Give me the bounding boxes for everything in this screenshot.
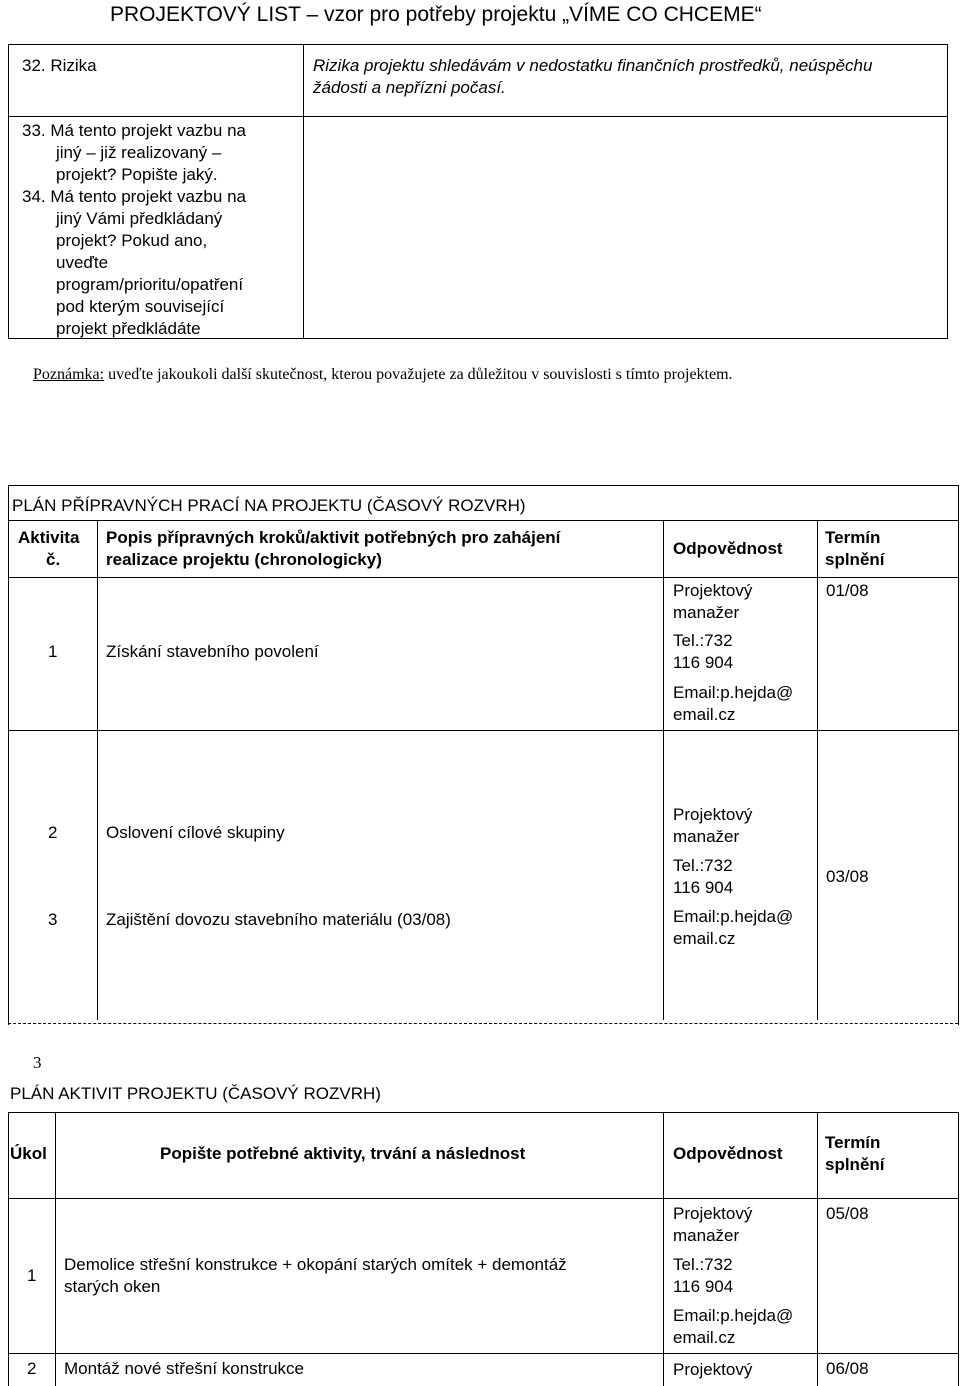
prep-row-1-resp: email.cz: [673, 705, 736, 724]
q33-line: 33. Má tento projekt vazbu na: [22, 121, 246, 140]
act-row-1-resp: Email:p.hejda@: [673, 1306, 794, 1325]
prep-row-2-desc: Oslovení cílové skupiny: [106, 823, 285, 842]
act-row-1-resp: 116 904: [673, 1277, 734, 1296]
act-row-2-resp: Projektový: [673, 1360, 753, 1379]
prep-row-1-resp: Tel.:732: [673, 631, 733, 650]
act-row-1-desc: Demolice střešní konstrukce + okopání starých omítek + demontáž: [64, 1255, 567, 1274]
activity-plan-title: PLÁN AKTIVIT PROJEKTU (ČASOVÝ ROZVRH): [10, 1084, 381, 1103]
q33-line: jiný – již realizovaný –: [56, 143, 222, 162]
act-header-deadline: Termín: [825, 1133, 881, 1152]
q34-line: uveďte: [56, 253, 109, 272]
q34-line: jiný Vámi předkládaný: [56, 209, 223, 228]
page-number: 3: [33, 1053, 42, 1072]
prep-header-description: Popis přípravných kroků/aktivit potřebných pro zahájení: [106, 528, 561, 547]
act-row-2-desc: Montáž nové střešní konstrukce: [64, 1359, 305, 1378]
act-header-description: Popište potřebné aktivity, trvání a následnost: [160, 1144, 526, 1163]
q32-answer-line-2: žádosti a nepřízni počasí.: [313, 78, 506, 97]
q32-answer-line-1: Rizika projektu shledávám v nedostatku finančních prostředků, neúspěchu: [313, 56, 873, 75]
prep-row-2-resp: Email:p.hejda@: [673, 907, 794, 926]
prep-row-3-num: 3: [48, 910, 58, 929]
act-row-1-resp: manažer: [673, 1226, 740, 1245]
act-row-1-desc-2: starých oken: [64, 1277, 161, 1296]
prep-row-2-resp: Projektový: [673, 805, 753, 824]
q33-line: projekt? Popište jaký.: [56, 165, 218, 184]
prep-row-2-resp: Tel.:732: [673, 856, 733, 875]
prep-row-2-resp: email.cz: [673, 929, 736, 948]
prep-header-activity-no: č.: [46, 550, 61, 569]
prep-row-1-resp: manažer: [673, 603, 740, 622]
act-row-1-resp: Tel.:732: [673, 1255, 733, 1274]
prep-row-1-num: 1: [48, 642, 58, 661]
q34-line: pod kterým související: [56, 297, 225, 316]
prep-row-1-resp: Projektový: [673, 581, 753, 600]
note: [33, 364, 733, 386]
act-row-2-num: 2: [27, 1359, 37, 1378]
q34-line: 34. Má tento projekt vazbu na: [22, 187, 246, 206]
prep-row-3-desc: Zajištění dovozu stavebního materiálu (03/08): [106, 910, 451, 929]
prep-row-1-desc: Získání stavebního povolení: [106, 642, 319, 661]
q34-line: projekt? Pokud ano,: [56, 231, 208, 250]
prep-row-2-resp: 116 904: [673, 878, 734, 897]
q34-line: program/prioritu/opatření: [56, 275, 244, 294]
prep-row-1-resp: Email:p.hejda@: [673, 683, 794, 702]
page-title: PROJEKTOVÝ LIST – vzor pro potřeby projektu „VÍME CO CHCEME“: [110, 3, 762, 26]
prep-header-activity: Aktivita: [18, 528, 80, 547]
prep-row-1-deadline: 01/08: [826, 581, 869, 600]
act-row-1-num: 1: [27, 1266, 37, 1285]
act-row-2-deadline: 06/08: [826, 1359, 869, 1378]
q32-label: 32. Rizika: [22, 56, 97, 75]
prep-row-1-resp: 116 904: [673, 653, 734, 672]
act-row-1-resp: Projektový: [673, 1204, 753, 1223]
prep-row-2-num: 2: [48, 823, 58, 842]
prep-header-responsibility: Odpovědnost: [673, 539, 783, 558]
prep-header-description-2: realizace projektu (chronologicky): [106, 550, 382, 569]
act-row-1-deadline: 05/08: [826, 1204, 869, 1223]
prep-plan-title: PLÁN PŘÍPRAVNÝCH PRACÍ NA PROJEKTU (ČASOVÝ ROZVRH): [12, 496, 526, 515]
note-label: Poznámka:: [33, 366, 105, 383]
prep-row-2-deadline: 03/08: [826, 867, 869, 886]
act-row-1-resp: email.cz: [673, 1328, 736, 1347]
prep-header-deadline-2: splnění: [825, 550, 885, 569]
act-header-responsibility: Odpovědnost: [673, 1144, 783, 1163]
act-header-task: Úkol: [10, 1144, 47, 1163]
act-header-deadline-2: splnění: [825, 1155, 885, 1174]
prep-row-2-resp: manažer: [673, 827, 740, 846]
q34-line: projekt předkládáte: [56, 319, 201, 338]
note-text: uveďte jakoukoli další skutečnost, kterou považujete za důležitou v souvislosti s tímto projektem.: [104, 366, 733, 383]
prep-header-deadline: Termín: [825, 528, 881, 547]
